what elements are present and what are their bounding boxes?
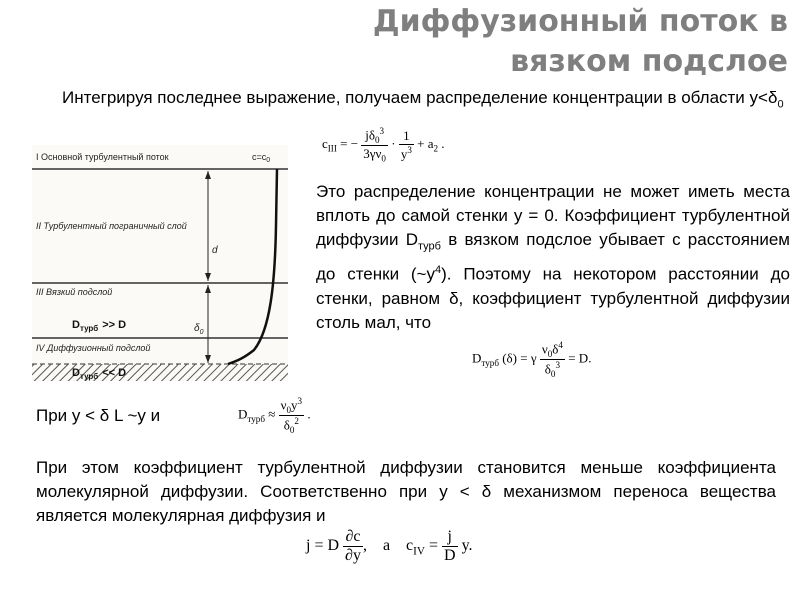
f4-end: y. [461, 537, 473, 555]
zone1-label: I Основной турбулентный поток [36, 152, 169, 162]
f2-arg: (δ) = γ [502, 350, 537, 366]
f1-den-sub: 0 [381, 153, 386, 164]
f3-fraction [279, 396, 304, 435]
f3-num-sup: 3 [297, 396, 303, 406]
p2-part3: ). Поэтому на некотором расстоянии до стенки, равном δ, коэффициент турбулентной диффузии столь мал, что [316, 265, 791, 333]
zone1-c-sub: 0 [266, 157, 271, 164]
f4-c: c [406, 537, 414, 555]
f2-lhs-sub: турб [481, 358, 499, 368]
p2-sub1: турб [418, 240, 441, 253]
f1-lhs: c [322, 135, 328, 151]
f3-num: ν [280, 397, 287, 413]
f1-num-sub: 0 [374, 134, 380, 145]
title-line-2: вязком подслое [510, 44, 788, 79]
f1-end: . [441, 135, 445, 151]
f2-den: δ [544, 361, 551, 377]
f1-plus-sub: 2 [433, 143, 439, 154]
f1-lhs-sub: III [327, 143, 337, 154]
f1-num2: 1 [399, 128, 414, 145]
formula-concentration-III: $c_{III}$ = − $\frac{j\delta_0^3}{3\gamma\nu_0}$ · $\frac{1}{y^3}$ + $a_2$ . [322, 126, 445, 164]
f1-num-sup: 3 [379, 126, 385, 136]
f1-den2: y [400, 145, 408, 161]
paragraph-turbulent-diffusion [316, 180, 790, 335]
zone1-c-text: c=c [252, 152, 267, 162]
f4-num: ∂c [343, 528, 363, 547]
dturb-gt-main: D [72, 319, 80, 331]
intro-paragraph [62, 86, 784, 116]
p2-sup1: 4 [435, 264, 442, 277]
boundary-layer-figure [32, 145, 288, 381]
slide-title [268, 2, 788, 82]
f3-num-sub: 0 [286, 404, 292, 415]
f1-eq: = − [340, 135, 359, 151]
dturb-lt-sub: турб [79, 372, 99, 381]
f2-num: ν [541, 341, 548, 357]
f2-num-sub: 0 [547, 348, 553, 359]
f1-fraction [361, 126, 388, 164]
f4-comma: , [362, 537, 367, 555]
wall-hatching [32, 364, 288, 381]
f2-lhs: D [472, 350, 482, 366]
f1-num: jδ [365, 127, 375, 143]
intro-delta: δ [767, 88, 778, 107]
dturb-gt-sub: турб [79, 324, 99, 333]
dturb-lt-main: D [72, 367, 80, 379]
f4-eq: = [428, 537, 438, 555]
f4-and: а [382, 537, 391, 555]
formula-flux [306, 528, 473, 565]
f1-den: 3γν [363, 145, 382, 161]
f2-den-sub: 0 [550, 368, 556, 379]
dturb-gt-rest: >> D [102, 319, 127, 331]
f3-end: . [307, 406, 311, 422]
delta0-sub: 0 [199, 329, 204, 336]
zone2-label: II Турбулентный пограничный слой [36, 221, 187, 231]
f4-den2: D [444, 547, 456, 564]
f4-num2: j [442, 528, 458, 547]
f3-lhs: D [238, 406, 248, 422]
f1-fraction-2 [399, 128, 414, 162]
f3-lhs-sub: турб [247, 414, 265, 424]
paragraph-molecular-diffusion: При этом коэффициент турбулентной диффузии становится меньше коэффициента молекулярной диффузии. Соответственно при у < δ механизмом переноса вещества является молекулярная диффузия и [36, 458, 776, 525]
f4-fraction-2 [442, 528, 458, 565]
f3-approx: ≈ [268, 406, 276, 422]
delta0-text: δ [194, 323, 200, 334]
f1-plus: + a [417, 135, 434, 151]
f3-num-b: y [291, 397, 298, 413]
f2-den-sup: 3 [555, 359, 561, 370]
f3-den: δ [283, 417, 290, 433]
f2-fraction [540, 340, 565, 379]
line-condition: При у < δ L ~у и [36, 406, 161, 425]
f3-den-sub: 0 [289, 424, 295, 435]
f4-fraction [343, 528, 363, 565]
f2-num-sup: 4 [558, 340, 563, 350]
title-line-1: Диффузионный поток в [372, 4, 788, 39]
dturb-lt-rest: << D [102, 367, 127, 379]
d-label: d [212, 245, 218, 256]
f3-den-sup: 2 [294, 415, 299, 426]
f2-num-b: δ [552, 341, 559, 357]
p2-part1: Это распределение концентрации не может иметь места вплоть до самой стенки у = 0. Коэффициент турбулентной диффузии D [316, 182, 790, 249]
boundary-layer-diagram [32, 145, 288, 381]
zone4-label: IV Диффузионный подслой [36, 343, 151, 353]
f4-lhs: j = D [306, 537, 340, 555]
zone3-label: III Вязкий подслой [36, 287, 113, 297]
formula-dturb-delta [472, 340, 591, 379]
f4-den: ∂y [345, 547, 361, 564]
f4-c-sub: IV [413, 545, 425, 558]
f1-den2-sup: 3 [407, 144, 412, 155]
intro-delta-sub: 0 [777, 98, 784, 111]
intro-text: Интегрируя последнее выражение, получаем распределение концентрации в области y< [62, 88, 768, 107]
p2-part2: в вязком подслое убывает с расстоянием до стенки (~у [316, 230, 790, 285]
formula-dturb-approx [238, 396, 311, 435]
f2-rhs: = D. [568, 350, 592, 366]
